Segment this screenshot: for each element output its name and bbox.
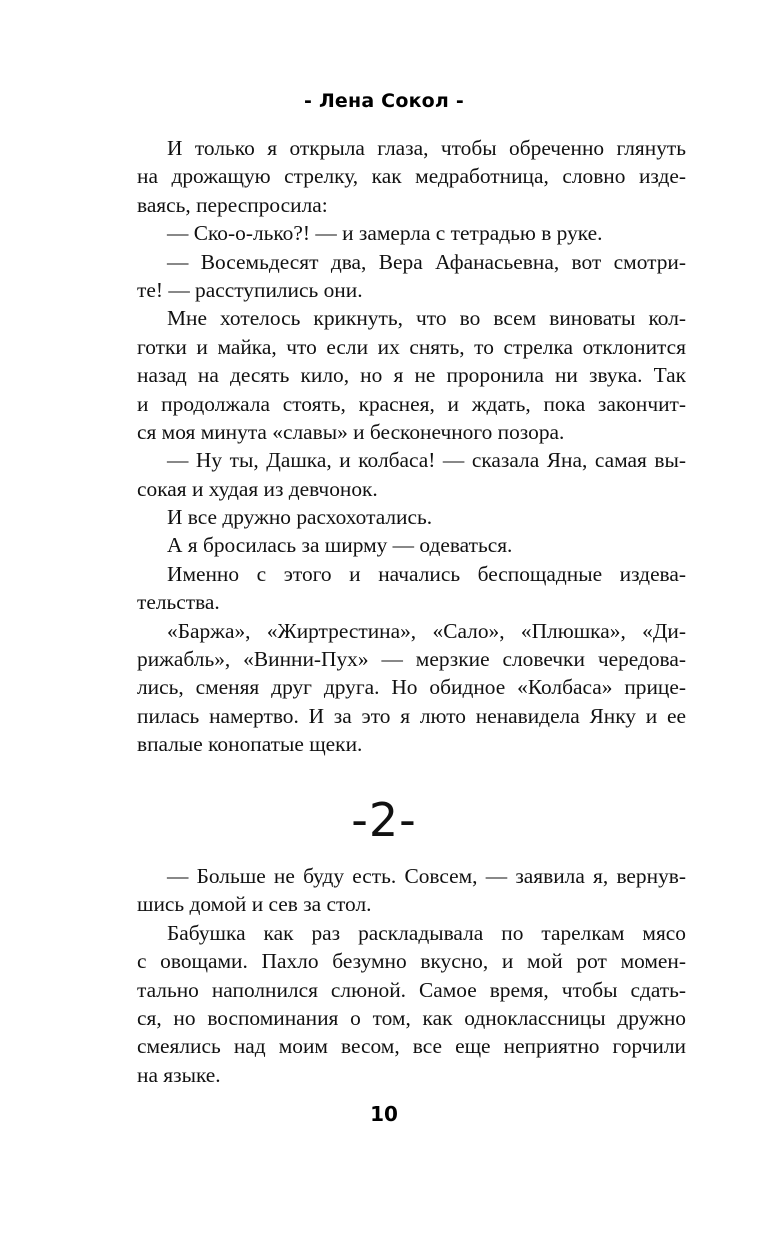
text-line: И только я открыла глаза, чтобы обреченно глянуть bbox=[167, 136, 686, 160]
text-line: на языке. bbox=[137, 1062, 221, 1087]
text-line: — Ну ты, Дашка, и колбаса! — сказала Яна, самая вы- bbox=[167, 448, 686, 473]
text-line: рижабль», «Винни-Пух» — мерзкие словечки чередова- bbox=[137, 647, 686, 672]
text-line: И все дружно расхохотались. bbox=[167, 505, 433, 530]
text-line: тельства. bbox=[137, 590, 220, 615]
text-line: ся моя минута «славы» и бесконечного позора. bbox=[137, 419, 565, 444]
text-line: А я бросилась за ширму — одеваться. bbox=[167, 533, 513, 558]
chapter-heading: -2- bbox=[351, 793, 417, 847]
text-line: Бабушка как раз раскладывала по тарелкам мясо bbox=[167, 920, 686, 945]
text-line: ваясь, переспросила: bbox=[137, 192, 328, 217]
text-line: смеялись над моим весом, все еще неприятно горчили bbox=[137, 1034, 686, 1059]
text-line: назад на десять кило, но я не проронила ни звука. Так bbox=[137, 363, 686, 388]
text-line: те! — расступились они. bbox=[137, 277, 363, 302]
text-line: пилась намертво. И за это я люто ненавидела Янку и ее bbox=[137, 703, 686, 728]
text-line: Именно с этого и начались беспощадные издева- bbox=[167, 561, 686, 586]
chapter-text bbox=[137, 862, 686, 1089]
text-line: с овощами. Пахло безумно вкусно, и мой рот момен- bbox=[137, 949, 686, 974]
text-line: на дрожащую стрелку, как медработница, словно изде- bbox=[137, 164, 686, 189]
text-line: сокая и худая из девчонок. bbox=[137, 476, 378, 501]
text-line: лись, сменяя друг друга. Но обидное «Колбаса» прице- bbox=[137, 675, 686, 700]
text-line: и продолжала стоять, краснея, и ждать, пока закончит- bbox=[137, 391, 686, 416]
page-number: 10 bbox=[370, 1102, 398, 1126]
text-line: — Восемьдесят два, Вера Афанасьевна, вот смотри- bbox=[167, 249, 686, 274]
text-line: тально наполнился слюной. Самое время, чтобы сдать- bbox=[137, 977, 686, 1002]
text-line: шись домой и сев за стол. bbox=[137, 892, 372, 917]
running-head: - Лена Сокол - bbox=[304, 90, 464, 112]
text-line: Мне хотелось крикнуть, что во всем виноваты кол- bbox=[167, 306, 686, 331]
text-line: впалые конопатые щеки. bbox=[137, 732, 363, 757]
body-text bbox=[137, 134, 686, 759]
text-line: — Больше не буду есть. Совсем, — заявила я, вернув- bbox=[167, 864, 686, 888]
text-line: готки и майка, что если их снять, то стрелка отклонится bbox=[137, 334, 686, 359]
text-line: «Баржа», «Жиртрестина», «Сало», «Плюшка», «Ди- bbox=[167, 618, 686, 643]
text-line: — Ско-о-лько?! — и замерла с тетрадью в руке. bbox=[167, 221, 603, 246]
text-line: ся, но воспоминания о том, как одноклассницы дружно bbox=[137, 1005, 686, 1030]
